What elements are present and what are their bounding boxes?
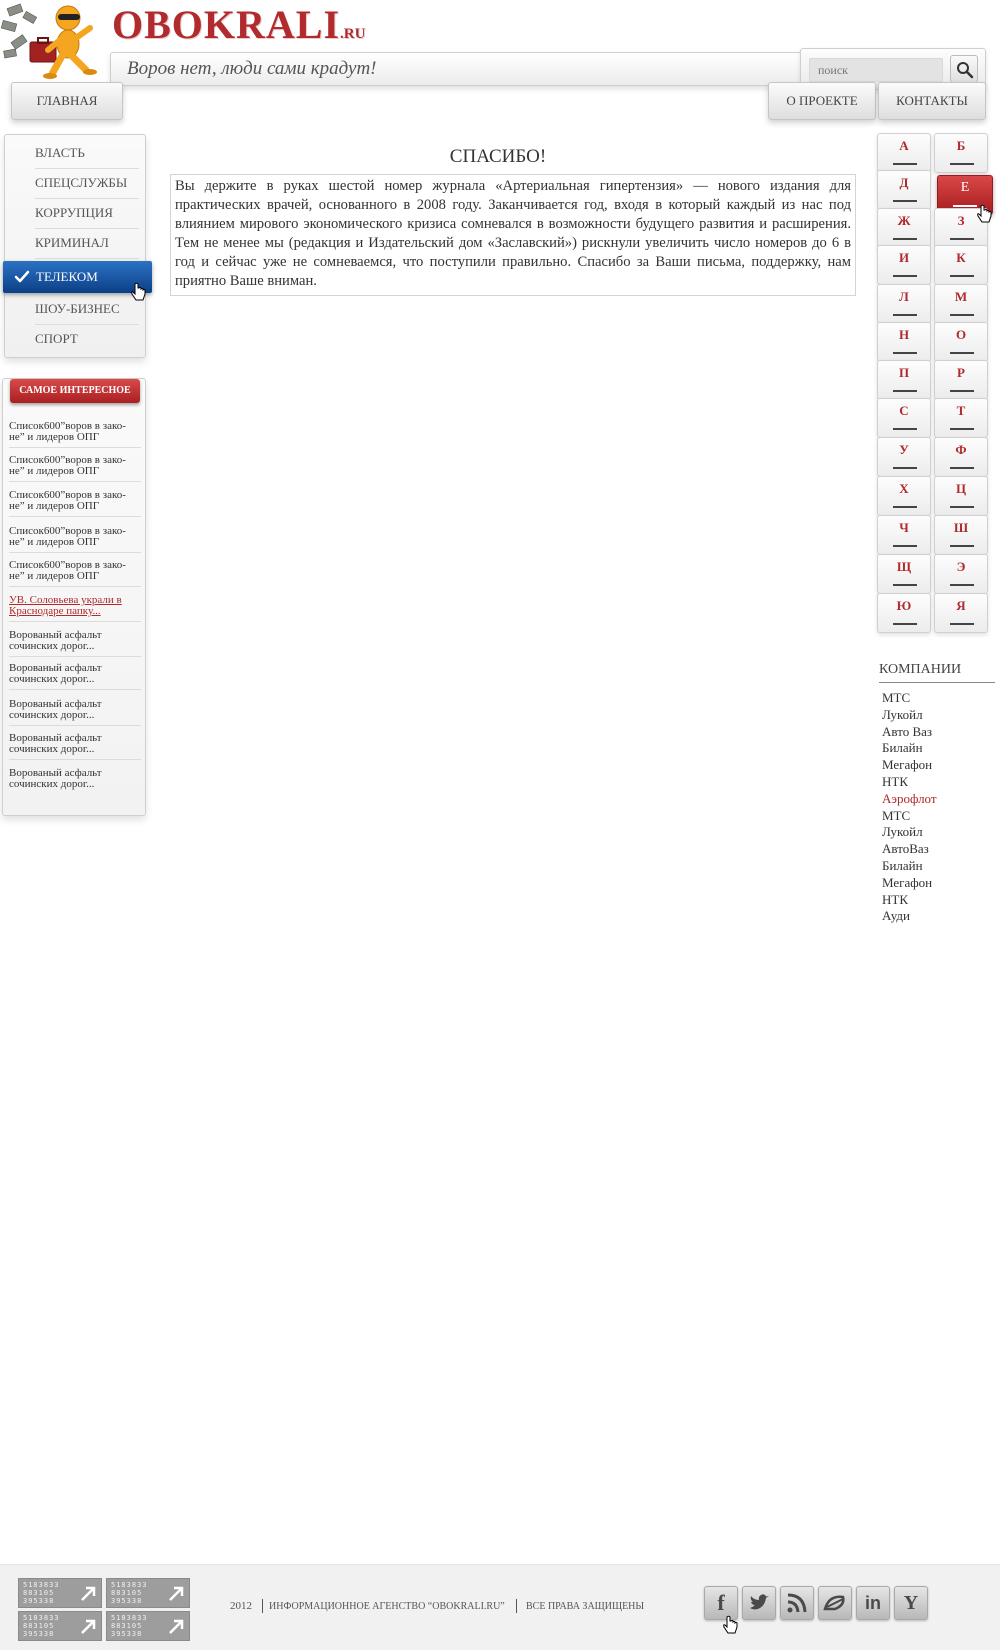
news-item[interactable]: Ворованый асфальт сочинских дорог... xyxy=(9,699,141,726)
category-sport[interactable]: СПОРТ xyxy=(35,331,78,346)
category-vlast[interactable]: ВЛАСТЬ xyxy=(35,139,139,169)
letter-button[interactable]: Ю xyxy=(877,593,931,633)
company-link[interactable]: МТС xyxy=(882,807,911,823)
check-icon xyxy=(14,269,30,285)
company-link[interactable]: Мегафон xyxy=(882,757,933,773)
letter-button[interactable]: Щ xyxy=(877,554,931,594)
social-facebook-button[interactable] xyxy=(704,1586,738,1620)
search-input[interactable] xyxy=(809,58,943,82)
company-link[interactable]: Авто Ваз xyxy=(882,723,933,739)
letter-button[interactable]: У xyxy=(877,437,931,477)
yahoo-icon: Y xyxy=(903,1592,919,1614)
company-link[interactable]: НТК xyxy=(882,774,908,789)
company-link[interactable]: Мегафон xyxy=(882,874,933,890)
search-icon xyxy=(956,61,974,79)
news-item[interactable]: Список600”воров в зако-не” и лидеров ОПГ xyxy=(9,526,141,553)
counter-numbers: 5183833 883105 395338 xyxy=(111,1614,148,1638)
letter-button[interactable]: Н xyxy=(877,322,931,362)
news-item[interactable]: Ворованый асфальт сочинских дорог... xyxy=(9,630,141,657)
footer xyxy=(0,1564,1000,1650)
arrow-up-right-icon xyxy=(79,1585,97,1603)
arrow-up-right-icon xyxy=(79,1618,97,1636)
letter-button[interactable]: О xyxy=(934,322,988,362)
letter-button[interactable]: Ж xyxy=(877,208,931,248)
search-button[interactable] xyxy=(950,55,978,83)
social-yahoo-button[interactable] xyxy=(894,1586,928,1620)
linkedin-icon: in xyxy=(865,1593,881,1613)
counter-badge[interactable] xyxy=(18,1578,102,1608)
category-telekom-label: ТЕЛЕКОМ xyxy=(36,269,98,284)
letter-button[interactable]: Я xyxy=(934,593,988,633)
news-item[interactable]: Список600”воров в зако-не” и лидеров ОПГ xyxy=(9,560,141,587)
logo-main: OBOKRALI xyxy=(112,2,341,47)
news-item-highlighted[interactable]: УВ. Соловьева украли в Краснодаре папку... xyxy=(9,595,141,622)
interesting-panel xyxy=(2,378,146,816)
category-specsluzhby[interactable]: СПЕЦСЛУЖБЫ xyxy=(35,169,139,199)
content-body: Вы держите в руках шестой номер журнала «Артериальная гипертензия» — нового издания для практических врачей, основанного в 2008 году. Заканчивается год, входя в который каждый из нас под влиянием мирового экономического кризиса сомневался в возможности будущего развития и расширения. Тем не менее мы (редакция и Издательский дом «Заславский») рискнули увеличить число номеров до 6 в год и сейчас уже не сомневаемся, что поступили правильно. Спасибо за Ваши письма, поддержку, нам приятно Ваше вниман. xyxy=(175,178,851,289)
facebook-icon: f xyxy=(717,1590,725,1615)
company-link[interactable]: АвтоВаз xyxy=(882,841,929,857)
news-item[interactable]: Список600”воров в зако-не” и лидеров ОПГ xyxy=(9,455,141,482)
twitter-icon xyxy=(747,1591,771,1615)
social-twitter-button[interactable] xyxy=(742,1586,776,1620)
letter-button[interactable]: А xyxy=(877,133,931,173)
site-logo[interactable] xyxy=(112,2,365,57)
letter-button[interactable]: Х xyxy=(877,476,931,516)
letter-button[interactable]: З xyxy=(934,208,988,248)
category-shou-biznes[interactable]: ШОУ-БИЗНЕС xyxy=(35,295,139,325)
company-link[interactable]: Билайн xyxy=(882,858,923,873)
nav-about-button[interactable]: О ПРОЕКТЕ xyxy=(768,82,876,120)
letter-button[interactable]: Ф xyxy=(934,437,988,477)
company-link[interactable]: НТК xyxy=(882,891,908,907)
letter-button[interactable]: М xyxy=(934,284,988,324)
rss-icon xyxy=(785,1591,809,1615)
social-rss-button[interactable] xyxy=(780,1586,814,1620)
logo-figure xyxy=(0,0,108,82)
counter-numbers: 5183833 883105 395338 xyxy=(111,1581,148,1605)
nav-contacts-button[interactable]: КОНТАКТЫ xyxy=(878,82,986,120)
delicious-icon xyxy=(823,1591,847,1615)
letter-button[interactable]: Т xyxy=(934,398,988,438)
social-linkedin-button[interactable] xyxy=(856,1586,890,1620)
letter-button[interactable]: Ч xyxy=(877,515,931,555)
letter-button[interactable]: Д xyxy=(877,170,931,210)
counter-numbers: 5183833 883105 395338 xyxy=(23,1614,60,1638)
slogan: Воров нет, люди сами крадут! xyxy=(127,58,377,79)
counter-numbers: 5183833 883105 395338 xyxy=(23,1581,60,1605)
news-item[interactable]: Ворованый асфальт сочинских дорог... xyxy=(9,663,141,690)
page-title: СПАСИБО! xyxy=(449,146,547,167)
letter-button[interactable]: Р xyxy=(934,360,988,400)
news-item[interactable]: Список600”воров в зако-не” и лидеров ОПГ xyxy=(9,421,141,448)
interesting-header: САМОЕ ИНТЕРЕСНОЕ xyxy=(10,379,140,403)
letter-button[interactable]: Е xyxy=(937,175,993,215)
content-box xyxy=(170,174,856,296)
arrow-up-right-icon xyxy=(167,1618,185,1636)
companies-title: КОМПАНИИ xyxy=(879,662,995,683)
counter-badge[interactable] xyxy=(106,1578,190,1608)
news-item[interactable]: Список600”воров в зако-не” и лидеров ОПГ xyxy=(9,490,141,517)
letter-button[interactable]: С xyxy=(877,398,931,438)
company-link[interactable]: Ауди xyxy=(882,908,910,924)
letter-button[interactable]: Э xyxy=(934,554,988,594)
arrow-up-right-icon xyxy=(167,1585,185,1603)
news-item[interactable]: Ворованый асфальт сочинских дорог... xyxy=(9,733,141,760)
letter-button[interactable]: Л xyxy=(877,284,931,324)
company-link[interactable]: Лукойл xyxy=(882,824,923,840)
footer-agency: ИНФОРМАЦИОННОЕ АГЕНСТВО “OBOKRALI.RU” xyxy=(269,1601,505,1612)
company-link[interactable]: Лукойл xyxy=(882,706,923,722)
category-korrupciya[interactable]: КОРРУПЦИЯ xyxy=(35,199,139,229)
letter-button[interactable]: Ц xyxy=(934,476,988,516)
category-telekom[interactable] xyxy=(3,261,152,293)
social-delicious-button[interactable] xyxy=(818,1586,852,1620)
nav-main-button[interactable]: ГЛАВНАЯ xyxy=(11,82,123,120)
footer-rights: ВСЕ ПРАВА ЗАЩИЩЕНЫ xyxy=(526,1601,645,1612)
letter-button[interactable]: Ш xyxy=(934,515,988,555)
letter-button[interactable]: И xyxy=(877,245,931,285)
logo-suffix: .RU xyxy=(340,26,366,42)
alphabet-panel xyxy=(877,133,993,647)
company-link[interactable]: МТС xyxy=(882,690,911,705)
category-kriminal[interactable]: КРИМИНАЛ xyxy=(35,229,139,259)
counter-badge[interactable] xyxy=(106,1611,190,1641)
category-panel xyxy=(4,134,146,358)
footer-separator xyxy=(516,1599,517,1613)
letter-button[interactable]: Б xyxy=(934,133,988,173)
news-item[interactable]: Ворованый асфальт сочинских дорог... xyxy=(9,767,102,790)
slogan-bar xyxy=(110,52,810,86)
letter-button[interactable]: К xyxy=(934,245,988,285)
company-link[interactable]: Билайн xyxy=(882,740,923,756)
footer-separator xyxy=(262,1599,263,1613)
letter-button[interactable]: П xyxy=(877,360,931,400)
counter-badge[interactable] xyxy=(18,1611,102,1641)
company-link[interactable]: Аэрофлот xyxy=(882,790,937,806)
footer-year: 2012 xyxy=(230,1600,252,1612)
